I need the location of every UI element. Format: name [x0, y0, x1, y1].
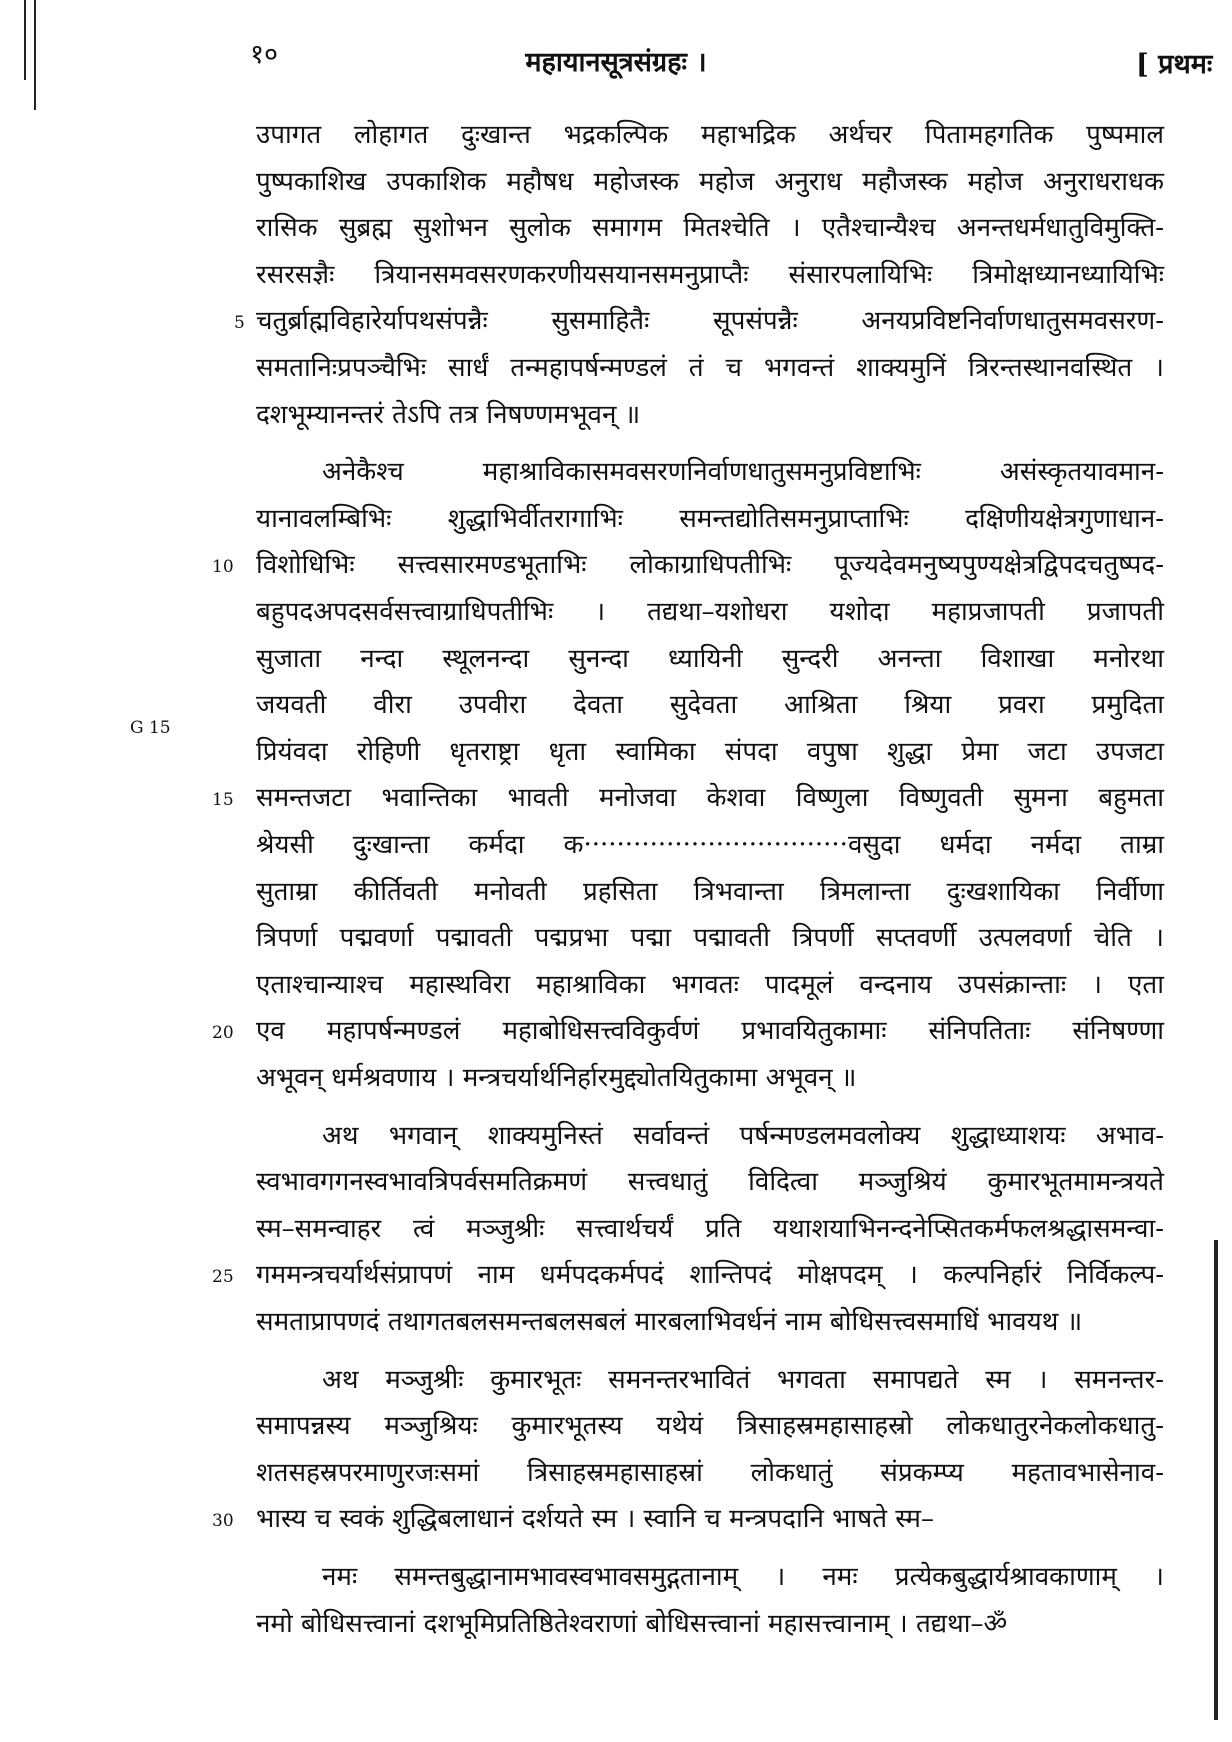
text-line: नमः समन्तबुद्धानामभावस्वभावसमुद्गतानाम् । नमः प्रत्येकबुद्धार्यश्रावकाणाम् । — [322, 1562, 1164, 1592]
text-line: अनेकैश्च महाश्राविकासमवसरणनिर्वाणधातुसमनुप्रविष्टाभिः असंस्कृतयावमान- — [322, 457, 1164, 488]
text-line: सुताम्रा कीर्तिवती मनोवती प्रहसिता त्रिभवान्ता त्रिमलान्ता दुःखशायिका निर्वीणा — [256, 876, 1164, 907]
line-number: 30 — [212, 1511, 234, 1532]
text-line: समन्तजटा भवान्तिका भावती मनोजवा केशवा विष्णुला विष्णुवती सुमना बहुमता — [256, 783, 1164, 814]
line-number: 5 — [234, 313, 245, 334]
text-line: रसरसज्ञैः त्रियानसमवसरणकरणीयसयानसमनुप्राप्तैः संसारपलायिभिः त्रिमोक्षध्यानध्यायिभिः — [256, 259, 1164, 290]
text-line: एव महापर्षन्मण्डलं महाबोधिसत्त्वविकुर्वणं प्रभावयितुकामाः संनिपतिताः संनिषण्णा — [256, 1016, 1164, 1047]
text-line: श्रेयसी दुःखान्ता कर्मदा क································वसुदा धर्मदा नर्मदा ताम्रा — [256, 830, 1164, 860]
scan-edge-mark — [1214, 1240, 1218, 1720]
margin-reference: G 15 — [130, 718, 171, 738]
running-title: महायानसूत्रसंग्रहः । — [525, 47, 707, 78]
text-line: शतसहस्रपरमाणुरजःसमां त्रिसाहस्रमहासाहस्रां लोकधातुं संप्रकम्प्य महतावभासेनाव- — [256, 1457, 1164, 1488]
text-line: दशभूम्यानन्तरं तेऽपि तत्र निषण्णमभूवन् ॥ — [256, 399, 641, 430]
text-line: नमो बोधिसत्त्वानां दशभूमिप्रतिष्ठितेश्वराणां बोधिसत्त्वानां महासत्त्वानाम् । तद्यथा–ॐ — [256, 1608, 1008, 1639]
line-number: 25 — [212, 1267, 234, 1288]
text-line: बहुपदअपदसर्वसत्त्वाग्राधिपतीभिः । तद्यथा–यशोधरा यशोदा महाप्रजापती प्रजापती — [256, 597, 1164, 627]
text-line: गममन्त्रचर्यार्थसंप्रापणं नाम धर्मपदकर्मपदं शान्तिपदं मोक्षपदम् । कल्पनिर्हारं निर्विकल्प- — [256, 1260, 1164, 1291]
text-line: समताप्रापणदं तथागतबलसमन्तबलसबलं मारबलाभिवर्धनं नाम बोधिसत्त्वसमाधिं भावयथ ॥ — [256, 1307, 1083, 1337]
section-marker: [ प्रथमः — [1136, 49, 1213, 80]
text-line: त्रिपर्णा पद्मवर्णा पद्मावती पद्मप्रभा पद्मा पद्मावती त्रिपर्णी सप्तवर्णी उत्पलवर्णा चेति । — [256, 923, 1164, 954]
text-line: पुष्पकाशिख उपकाशिक महौषध महोजस्क महोज अनुराध महौजस्क महोज अनुराधराधक — [256, 166, 1164, 197]
line-number: 10 — [212, 557, 234, 578]
text-line: स्म–समन्वाहर त्वं मञ्जुश्रीः सत्त्वार्थचर्यं प्रति यथाशयाभिनन्दनेप्सितकर्मफलश्रद्धासमन्वा- — [256, 1213, 1164, 1244]
text-line: विशोधिभिः सत्त्वसारमण्डभूताभिः लोकाग्राधिपतीभिः पूज्यदेवमनुष्यपुण्यक्षेत्रद्विपदचतुष्पद- — [256, 550, 1164, 581]
scan-edge-mark — [24, 0, 26, 80]
text-line: प्रियंवदा रोहिणी धृतराष्ट्रा धृता स्वामिका संपदा वपुषा शुद्धा प्रेमा जटा उपजटा — [256, 736, 1164, 767]
text-line: भास्य च स्वकं शुद्धिबलाधानं दर्शयते स्म । स्वानि च मन्त्रपदानि भाषते स्म– — [256, 1504, 934, 1535]
text-line: सुजाता नन्दा स्थूलनन्दा सुनन्दा ध्यायिनी सुन्दरी अनन्ता विशाखा मनोरथा — [256, 643, 1164, 674]
text-line: अथ मञ्जुश्रीः कुमारभूतः समनन्तरभावितं भगवता समापद्यते स्म । समनन्तर- — [322, 1364, 1164, 1395]
text-line: एताश्चान्याश्च महास्थविरा महाश्राविका भगवतः पादमूलं वन्दनाय उपसंक्रान्ताः । एता — [256, 969, 1164, 1000]
text-line: समतानिःप्रपञ्चैभिः सार्धं तन्महापर्षन्मण्डलं तं च भगवन्तं शाक्यमुनिं त्रिरन्तस्थानवस्थित । — [256, 353, 1164, 383]
text-line: रासिक सुब्रह्म सुशोभन सुलोक समागम मितश्चेति । एतैश्चान्यैश्च अनन्तधर्मधातुविमुक्ति- — [256, 213, 1164, 244]
text-line: अथ भगवान् शाक्यमुनिस्तं सर्वावन्तं पर्षन्मण्डलमवलोक्य शुद्धाध्याशयः अभाव- — [322, 1120, 1164, 1151]
text-line: चतुर्ब्राह्मविहारेर्यापथसंपन्नैः सुसमाहितैः सूपसंपन्नैः अनयप्रविष्टनिर्वाणधातुसमवसरण- — [256, 306, 1164, 337]
text-line: जयवती वीरा उपवीरा देवता सुदेवता आश्रिता श्रिया प्रवरा प्रमुदिता — [256, 690, 1164, 721]
text-line: अभूवन् धर्मश्रवणाय । मन्त्रचर्यार्थनिर्हारमुद्द्योतयितुकामा अभूवन् ॥ — [256, 1063, 857, 1093]
line-number: 20 — [212, 1023, 234, 1044]
line-number: 15 — [212, 790, 234, 811]
text-line: यानावलम्बिभिः शुद्धाभिर्वीतरागाभिः समन्तद्योतिसमनुप्राप्ताभिः दक्षिणीयक्षेत्रगुणाधान- — [256, 503, 1164, 534]
text-line: समापन्नस्य मञ्जुश्रियः कुमारभूतस्य यथेयं त्रिसाहस्रमहासाहस्रो लोकधातुरनेकलोकधातु- — [256, 1411, 1164, 1442]
scan-edge-mark — [34, 0, 36, 110]
text-line: उपागत लोहागत दुःखान्त भद्रकल्पिक महाभद्रिक अर्थचर पितामहगतिक पुष्पमाल — [256, 120, 1164, 150]
text-line: स्वभावगगनस्वभावत्रिपर्वसमतिक्रमणं सत्त्वधातुं विदित्वा मञ्जुश्रियं कुमारभूतमामन्त्रयते — [256, 1167, 1164, 1198]
page-number: १० — [250, 39, 279, 70]
